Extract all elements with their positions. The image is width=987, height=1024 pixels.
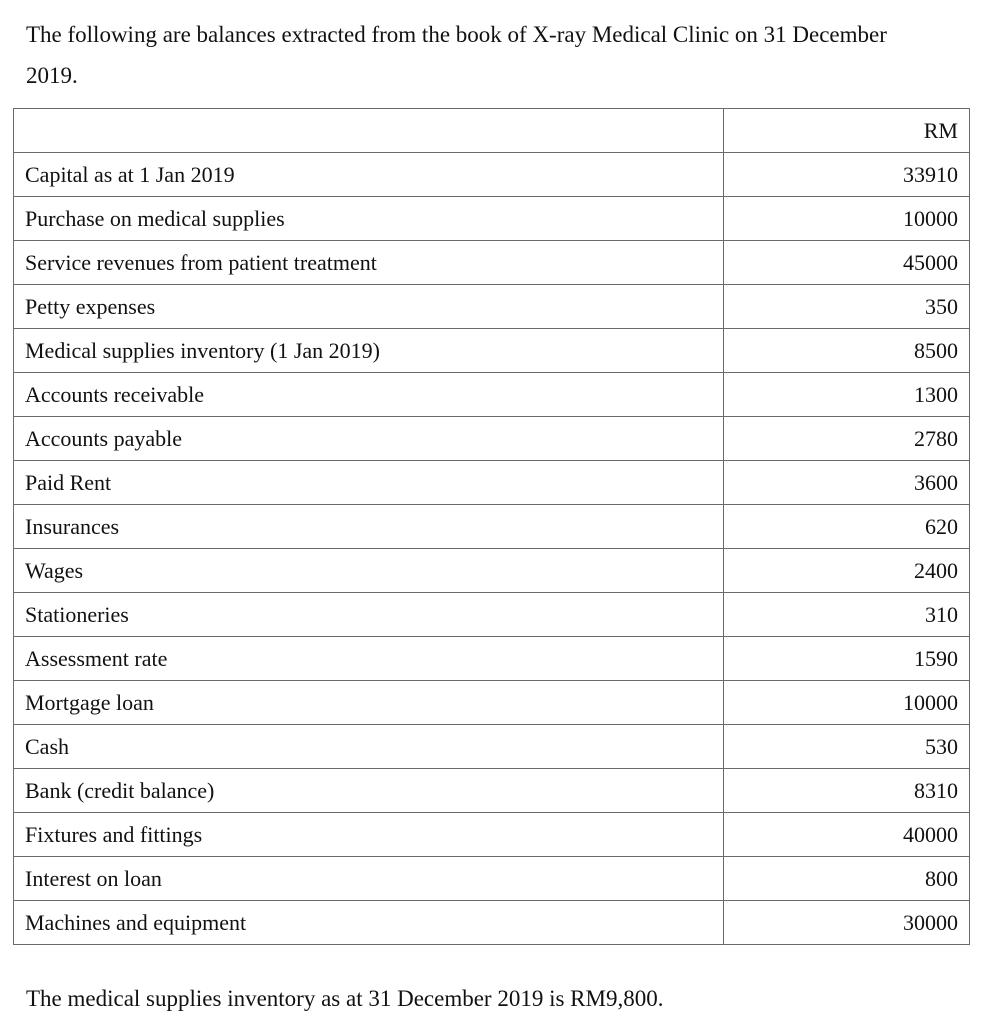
row-item-label: Interest on loan (14, 857, 724, 901)
row-amount: 350 (724, 285, 970, 329)
header-amount-cell: RM (724, 109, 970, 153)
row-amount: 800 (724, 857, 970, 901)
table-row (14, 329, 970, 373)
row-amount: 8310 (724, 769, 970, 813)
table-row (14, 681, 970, 725)
row-item-label: Insurances (14, 505, 724, 549)
table-row (14, 417, 970, 461)
closing-inventory-note: The medical supplies inventory as at 31 December 2019 is RM9,800. (26, 986, 664, 1011)
row-item-label: Machines and equipment (14, 901, 724, 945)
table-row (14, 461, 970, 505)
table-row (14, 725, 970, 769)
row-item-label: Bank (credit balance) (14, 769, 724, 813)
table-row (14, 373, 970, 417)
row-amount: 1590 (724, 637, 970, 681)
row-item-label: Wages (14, 549, 724, 593)
table-row (14, 197, 970, 241)
row-item-label: Capital as at 1 Jan 2019 (14, 153, 724, 197)
row-amount: 530 (724, 725, 970, 769)
table-row (14, 241, 970, 285)
table-row (14, 505, 970, 549)
header-item-cell (14, 109, 724, 153)
row-amount: 45000 (724, 241, 970, 285)
row-amount: 620 (724, 505, 970, 549)
row-amount: 40000 (724, 813, 970, 857)
row-item-label: Fixtures and fittings (14, 813, 724, 857)
table-row (14, 901, 970, 945)
row-item-label: Stationeries (14, 593, 724, 637)
table-header-row (14, 109, 970, 153)
row-item-label: Accounts receivable (14, 373, 724, 417)
row-amount: 8500 (724, 329, 970, 373)
table-row (14, 813, 970, 857)
row-item-label: Medical supplies inventory (1 Jan 2019) (14, 329, 724, 373)
row-amount: 310 (724, 593, 970, 637)
table-row (14, 593, 970, 637)
row-amount: 33910 (724, 153, 970, 197)
row-amount: 30000 (724, 901, 970, 945)
table-row (14, 637, 970, 681)
intro-paragraph (26, 14, 966, 96)
row-item-label: Paid Rent (14, 461, 724, 505)
table-row (14, 153, 970, 197)
intro-line-2: 2019. (26, 63, 78, 88)
table-row (14, 549, 970, 593)
intro-line-1: The following are balances extracted from the book of X-ray Medical Clinic on 31 December (26, 22, 887, 47)
row-amount: 2780 (724, 417, 970, 461)
row-item-label: Accounts payable (14, 417, 724, 461)
table-row (14, 857, 970, 901)
row-item-label: Purchase on medical supplies (14, 197, 724, 241)
row-item-label: Assessment rate (14, 637, 724, 681)
row-item-label: Service revenues from patient treatment (14, 241, 724, 285)
row-item-label: Cash (14, 725, 724, 769)
row-amount: 1300 (724, 373, 970, 417)
row-amount: 10000 (724, 681, 970, 725)
row-item-label: Petty expenses (14, 285, 724, 329)
table-row (14, 285, 970, 329)
table-row (14, 769, 970, 813)
row-item-label: Mortgage loan (14, 681, 724, 725)
balances-table (13, 108, 970, 945)
row-amount: 10000 (724, 197, 970, 241)
row-amount: 2400 (724, 549, 970, 593)
row-amount: 3600 (724, 461, 970, 505)
